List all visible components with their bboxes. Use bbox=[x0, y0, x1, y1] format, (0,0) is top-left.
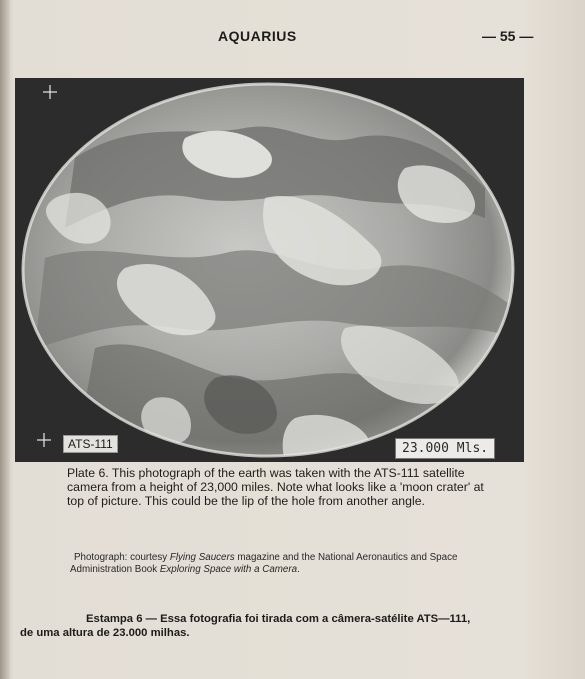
portuguese-caption-line2: de uma altura de 23.000 milhas. bbox=[20, 627, 190, 639]
credit-suffix: . bbox=[297, 564, 300, 575]
portuguese-caption-line1: Estampa 6 — Essa fotografia foi tirada com a câmera-satélite ATS—111, bbox=[86, 613, 471, 625]
satellite-label: ATS-111 bbox=[63, 435, 118, 453]
credit-middle: magazine and the National Aeronautics and Space Administration Book bbox=[70, 552, 458, 575]
earth-image bbox=[15, 78, 524, 462]
distance-label: 23.000 Mls. bbox=[395, 438, 495, 459]
earth-photograph bbox=[15, 78, 524, 462]
book-spine-shadow bbox=[0, 0, 10, 679]
credit-magazine: Flying Saucers bbox=[169, 552, 235, 563]
plate-caption: Plate 6. This photograph of the earth was taken with the ATS-111 satellite camera from a height of 23,000 miles. Note what looks like a 'moon crater' at top of picture. This could be the lip of the hole from another angle. bbox=[67, 466, 484, 508]
credit-prefix: Photograph: courtesy bbox=[74, 552, 170, 563]
photo-credit bbox=[70, 552, 500, 576]
running-head bbox=[0, 28, 585, 48]
portuguese-caption bbox=[20, 612, 540, 640]
page-number: — 55 — bbox=[482, 28, 534, 44]
running-title: AQUARIUS bbox=[218, 28, 297, 44]
credit-book: Exploring Space with a Camera bbox=[159, 564, 298, 575]
